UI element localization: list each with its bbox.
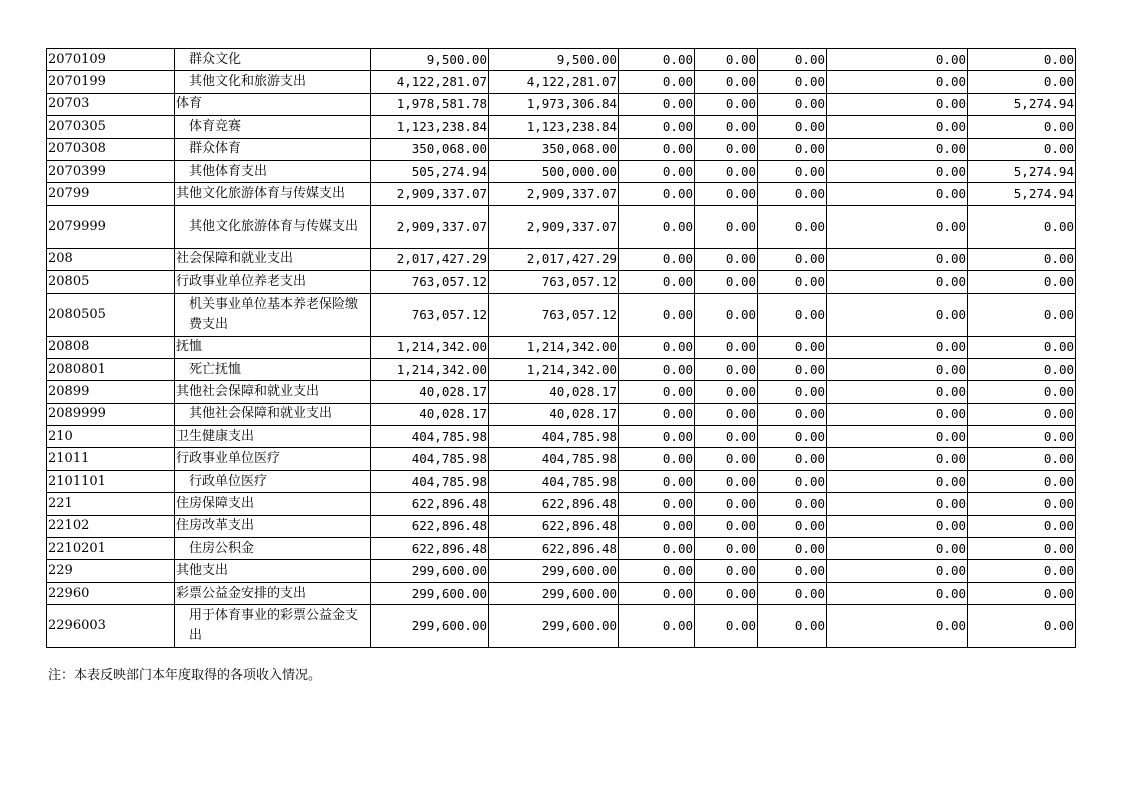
table-row [47,515,1076,537]
amount-cell: 1,973,306.84 [489,93,619,115]
amount-cell: 0.00 [758,49,827,71]
subject-name-cell: 其他社会保障和就业支出 [175,381,371,403]
amount-cell: 404,785.98 [489,448,619,470]
amount-cell: 404,785.98 [489,470,619,492]
amount-cell: 0.00 [619,138,695,160]
amount-cell: 0.00 [758,93,827,115]
subject-code-cell: 2070305 [47,116,175,138]
table-row [47,138,1076,160]
subject-code-cell: 2070109 [47,49,175,71]
subject-name-cell: 其他文化旅游体育与传媒支出 [175,205,371,248]
table-row [47,293,1076,336]
subject-name-cell: 住房保障支出 [175,493,371,515]
subject-name-cell: 行政事业单位医疗 [175,448,371,470]
subject-code-cell: 22960 [47,582,175,604]
subject-code-cell: 22102 [47,515,175,537]
subject-name-cell: 用于体育事业的彩票公益金支出 [175,605,371,648]
amount-cell: 0.00 [695,358,758,380]
amount-cell: 0.00 [758,138,827,160]
amount-cell: 763,057.12 [489,293,619,336]
table-row [47,49,1076,71]
amount-cell: 0.00 [968,381,1076,403]
amount-cell: 622,896.48 [489,515,619,537]
amount-cell: 0.00 [827,293,968,336]
amount-cell: 0.00 [695,336,758,358]
amount-cell: 622,896.48 [371,493,489,515]
amount-cell: 350,068.00 [489,138,619,160]
subject-code-cell: 20703 [47,93,175,115]
amount-cell: 404,785.98 [371,426,489,448]
amount-cell: 1,214,342.00 [489,336,619,358]
amount-cell: 0.00 [758,470,827,492]
amount-cell: 0.00 [758,493,827,515]
amount-cell: 9,500.00 [371,49,489,71]
amount-cell: 0.00 [619,116,695,138]
amount-cell: 0.00 [758,271,827,293]
amount-cell: 2,909,337.07 [489,205,619,248]
amount-cell: 404,785.98 [489,426,619,448]
table-row [47,358,1076,380]
subject-code-cell: 229 [47,560,175,582]
amount-cell: 0.00 [695,493,758,515]
amount-cell: 0.00 [968,358,1076,380]
amount-cell: 0.00 [827,71,968,93]
table-row [47,582,1076,604]
amount-cell: 0.00 [758,183,827,205]
amount-cell: 9,500.00 [489,49,619,71]
amount-cell: 0.00 [827,116,968,138]
amount-cell: 0.00 [968,205,1076,248]
amount-cell: 0.00 [695,293,758,336]
amount-cell: 299,600.00 [489,560,619,582]
table-row [47,560,1076,582]
amount-cell: 0.00 [695,605,758,648]
subject-code-cell: 2070399 [47,160,175,182]
amount-cell: 0.00 [758,336,827,358]
amount-cell: 0.00 [758,538,827,560]
amount-cell: 505,274.94 [371,160,489,182]
amount-cell: 1,978,581.78 [371,93,489,115]
amount-cell: 0.00 [695,582,758,604]
amount-cell: 1,214,342.00 [371,336,489,358]
amount-cell: 0.00 [968,448,1076,470]
amount-cell: 0.00 [968,582,1076,604]
amount-cell: 0.00 [968,560,1076,582]
amount-cell: 0.00 [968,426,1076,448]
subject-code-cell: 2296003 [47,605,175,648]
subject-code-cell: 2089999 [47,403,175,425]
amount-cell: 2,017,427.29 [371,248,489,270]
amount-cell: 0.00 [619,403,695,425]
amount-cell: 0.00 [619,493,695,515]
amount-cell: 0.00 [968,71,1076,93]
amount-cell: 0.00 [827,358,968,380]
amount-cell: 0.00 [827,93,968,115]
amount-cell: 350,068.00 [371,138,489,160]
table-row [47,160,1076,182]
amount-cell: 40,028.17 [371,403,489,425]
subject-code-cell: 20899 [47,381,175,403]
amount-cell: 0.00 [827,605,968,648]
subject-code-cell: 2101101 [47,470,175,492]
table-body [47,49,1076,648]
table-row [47,248,1076,270]
subject-name-cell: 其他文化旅游体育与传媒支出 [175,183,371,205]
table-row [47,448,1076,470]
subject-code-cell: 20799 [47,183,175,205]
amount-cell: 0.00 [968,293,1076,336]
amount-cell: 0.00 [827,49,968,71]
amount-cell: 0.00 [968,403,1076,425]
amount-cell: 299,600.00 [371,582,489,604]
amount-cell: 763,057.12 [371,293,489,336]
amount-cell: 0.00 [968,538,1076,560]
amount-cell: 0.00 [758,248,827,270]
amount-cell: 622,896.48 [371,515,489,537]
amount-cell: 0.00 [619,160,695,182]
table-row [47,116,1076,138]
amount-cell: 0.00 [758,560,827,582]
amount-cell: 404,785.98 [371,448,489,470]
amount-cell: 0.00 [619,515,695,537]
subject-code-cell: 2210201 [47,538,175,560]
amount-cell: 0.00 [827,160,968,182]
amount-cell: 2,909,337.07 [489,183,619,205]
amount-cell: 0.00 [695,403,758,425]
amount-cell: 40,028.17 [489,403,619,425]
amount-cell: 0.00 [619,71,695,93]
subject-name-cell: 行政事业单位养老支出 [175,271,371,293]
table-row [47,71,1076,93]
amount-cell: 0.00 [695,515,758,537]
amount-cell: 0.00 [827,271,968,293]
amount-cell: 0.00 [619,381,695,403]
amount-cell: 0.00 [758,358,827,380]
amount-cell: 622,896.48 [489,493,619,515]
table-row [47,271,1076,293]
amount-cell: 0.00 [619,49,695,71]
subject-name-cell: 行政单位医疗 [175,470,371,492]
subject-code-cell: 2070308 [47,138,175,160]
subject-name-cell: 死亡抚恤 [175,358,371,380]
amount-cell: 0.00 [695,93,758,115]
amount-cell: 763,057.12 [489,271,619,293]
amount-cell: 0.00 [758,515,827,537]
table-row [47,605,1076,648]
amount-cell: 0.00 [695,426,758,448]
amount-cell: 0.00 [619,205,695,248]
subject-name-cell: 住房公积金 [175,538,371,560]
amount-cell: 0.00 [968,116,1076,138]
amount-cell: 0.00 [758,426,827,448]
amount-cell: 0.00 [619,605,695,648]
subject-code-cell: 210 [47,426,175,448]
amount-cell: 0.00 [827,426,968,448]
amount-cell: 0.00 [968,49,1076,71]
table-row [47,336,1076,358]
subject-name-cell: 彩票公益金安排的支出 [175,582,371,604]
amount-cell: 5,274.94 [968,93,1076,115]
amount-cell: 0.00 [619,183,695,205]
amount-cell: 0.00 [619,538,695,560]
subject-code-cell: 20805 [47,271,175,293]
amount-cell: 0.00 [968,336,1076,358]
amount-cell: 0.00 [619,336,695,358]
amount-cell: 0.00 [619,93,695,115]
expenditure-table-container [46,48,1076,648]
amount-cell: 1,123,238.84 [371,116,489,138]
amount-cell: 0.00 [827,183,968,205]
subject-name-cell: 体育竞赛 [175,116,371,138]
subject-name-cell: 其他社会保障和就业支出 [175,403,371,425]
amount-cell: 5,274.94 [968,183,1076,205]
amount-cell: 0.00 [695,138,758,160]
amount-cell: 0.00 [827,448,968,470]
amount-cell: 0.00 [758,605,827,648]
amount-cell: 0.00 [968,271,1076,293]
amount-cell: 0.00 [695,71,758,93]
amount-cell: 0.00 [968,493,1076,515]
amount-cell: 0.00 [968,138,1076,160]
subject-code-cell: 2070199 [47,71,175,93]
amount-cell: 0.00 [758,403,827,425]
amount-cell: 0.00 [827,248,968,270]
table-row [47,205,1076,248]
amount-cell: 0.00 [758,448,827,470]
amount-cell: 0.00 [695,560,758,582]
amount-cell: 622,896.48 [371,538,489,560]
subject-code-cell: 2079999 [47,205,175,248]
subject-code-cell: 21011 [47,448,175,470]
amount-cell: 0.00 [695,183,758,205]
amount-cell: 0.00 [827,560,968,582]
amount-cell: 404,785.98 [371,470,489,492]
subject-name-cell: 群众文化 [175,49,371,71]
amount-cell: 299,600.00 [371,560,489,582]
amount-cell: 0.00 [758,293,827,336]
amount-cell: 0.00 [619,560,695,582]
amount-cell: 299,600.00 [489,582,619,604]
subject-name-cell: 其他体育支出 [175,160,371,182]
amount-cell: 0.00 [968,605,1076,648]
subject-name-cell: 机关事业单位基本养老保险缴费支出 [175,293,371,336]
table-row [47,426,1076,448]
amount-cell: 1,123,238.84 [489,116,619,138]
amount-cell: 0.00 [619,358,695,380]
amount-cell: 0.00 [827,538,968,560]
amount-cell: 1,214,342.00 [371,358,489,380]
amount-cell: 0.00 [619,293,695,336]
amount-cell: 0.00 [968,515,1076,537]
amount-cell: 5,274.94 [968,160,1076,182]
amount-cell: 0.00 [827,470,968,492]
table-row [47,93,1076,115]
subject-name-cell: 其他支出 [175,560,371,582]
amount-cell: 0.00 [619,248,695,270]
amount-cell: 299,600.00 [489,605,619,648]
amount-cell: 0.00 [695,448,758,470]
amount-cell: 0.00 [695,116,758,138]
table-row [47,183,1076,205]
subject-name-cell: 卫生健康支出 [175,426,371,448]
amount-cell: 4,122,281.07 [371,71,489,93]
amount-cell: 0.00 [758,116,827,138]
amount-cell: 0.00 [968,248,1076,270]
table-note: 注：本表反映部门本年度取得的各项收入情况。 [48,668,322,683]
subject-name-cell: 社会保障和就业支出 [175,248,371,270]
amount-cell: 0.00 [968,470,1076,492]
table-row [47,470,1076,492]
amount-cell: 0.00 [695,271,758,293]
amount-cell: 0.00 [827,582,968,604]
amount-cell: 0.00 [827,336,968,358]
amount-cell: 0.00 [758,381,827,403]
table-row [47,381,1076,403]
subject-name-cell: 住房改革支出 [175,515,371,537]
subject-name-cell: 群众体育 [175,138,371,160]
amount-cell: 0.00 [619,448,695,470]
table-row [47,403,1076,425]
amount-cell: 0.00 [827,205,968,248]
amount-cell: 0.00 [695,160,758,182]
amount-cell: 0.00 [827,138,968,160]
amount-cell: 2,909,337.07 [371,183,489,205]
amount-cell: 622,896.48 [489,538,619,560]
amount-cell: 1,214,342.00 [489,358,619,380]
subject-name-cell: 抚恤 [175,336,371,358]
amount-cell: 0.00 [695,205,758,248]
amount-cell: 0.00 [827,515,968,537]
amount-cell: 763,057.12 [371,271,489,293]
amount-cell: 0.00 [758,205,827,248]
amount-cell: 299,600.00 [371,605,489,648]
subject-code-cell: 208 [47,248,175,270]
amount-cell: 0.00 [695,49,758,71]
amount-cell: 0.00 [695,538,758,560]
amount-cell: 40,028.17 [489,381,619,403]
table-row [47,538,1076,560]
table-row [47,493,1076,515]
amount-cell: 4,122,281.07 [489,71,619,93]
amount-cell: 2,909,337.07 [371,205,489,248]
subject-name-cell: 体育 [175,93,371,115]
subject-code-cell: 221 [47,493,175,515]
amount-cell: 500,000.00 [489,160,619,182]
amount-cell: 0.00 [619,582,695,604]
amount-cell: 0.00 [695,381,758,403]
amount-cell: 0.00 [695,470,758,492]
amount-cell: 0.00 [758,160,827,182]
amount-cell: 2,017,427.29 [489,248,619,270]
amount-cell: 0.00 [619,470,695,492]
subject-code-cell: 2080505 [47,293,175,336]
amount-cell: 0.00 [827,381,968,403]
subject-name-cell: 其他文化和旅游支出 [175,71,371,93]
subject-code-cell: 2080801 [47,358,175,380]
amount-cell: 0.00 [619,426,695,448]
amount-cell: 0.00 [758,582,827,604]
amount-cell: 40,028.17 [371,381,489,403]
amount-cell: 0.00 [695,248,758,270]
amount-cell: 0.00 [827,493,968,515]
subject-code-cell: 20808 [47,336,175,358]
amount-cell: 0.00 [827,403,968,425]
amount-cell: 0.00 [758,71,827,93]
amount-cell: 0.00 [619,271,695,293]
expenditure-table [46,48,1076,648]
